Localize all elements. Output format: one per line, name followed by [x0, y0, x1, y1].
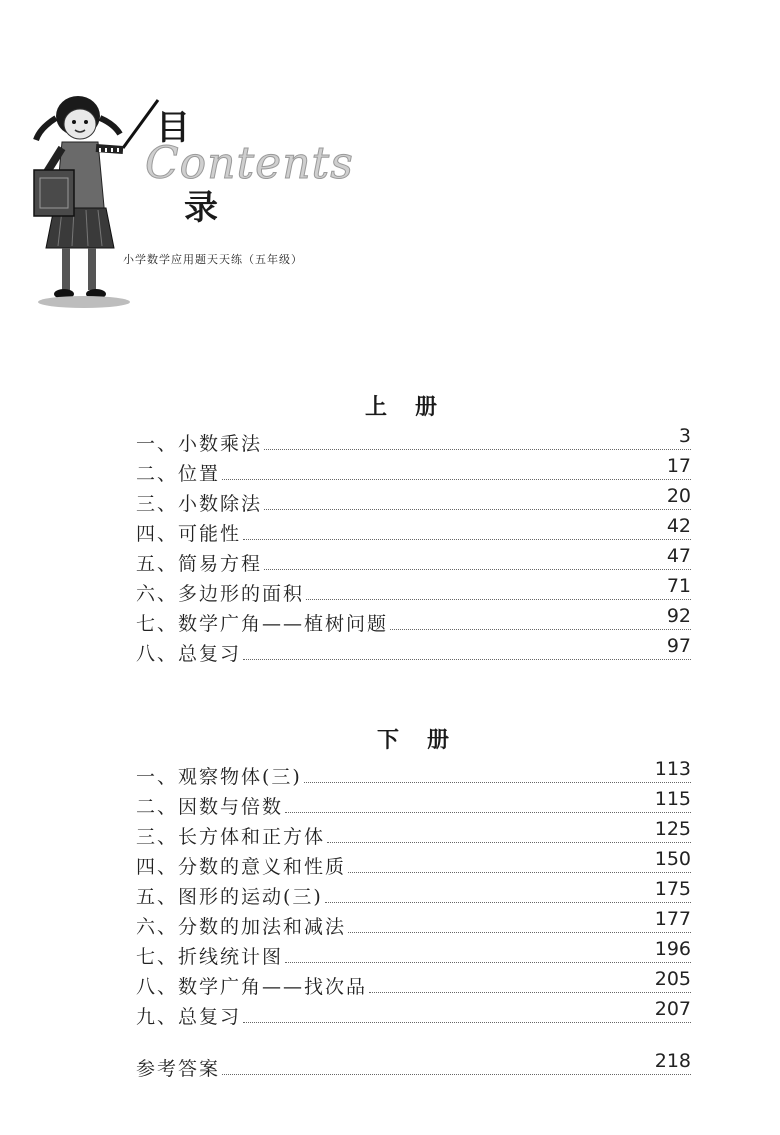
- toc-label: 二、位置: [136, 463, 221, 485]
- toc-label: 八、总复习: [136, 643, 242, 665]
- toc-row[interactable]: [136, 635, 691, 665]
- dot-leader: [306, 598, 691, 600]
- title-char-mu: 目: [156, 108, 190, 148]
- dot-leader: [264, 508, 691, 510]
- toc-row[interactable]: [136, 818, 691, 848]
- toc-row[interactable]: [136, 455, 691, 485]
- toc-label: 一、观察物体(三): [136, 766, 302, 788]
- toc-page-number: 150: [654, 848, 691, 870]
- toc-row[interactable]: [136, 908, 691, 938]
- toc-page-number: 125: [654, 818, 691, 840]
- dot-leader: [285, 811, 691, 813]
- toc-row[interactable]: [136, 758, 691, 788]
- toc-row[interactable]: [136, 515, 691, 545]
- toc-page-number: 17: [666, 455, 691, 477]
- dot-leader: [348, 931, 691, 933]
- dot-leader: [264, 448, 691, 450]
- book-subtitle: 小学数学应用题天天练（五年级）: [123, 253, 303, 266]
- toc-label: 五、简易方程: [136, 553, 263, 575]
- toc-label: 五、图形的运动(三): [136, 886, 323, 908]
- toc-label: 八、数学广角——找次品: [136, 976, 368, 998]
- toc-row[interactable]: [136, 605, 691, 635]
- dot-leader: [327, 841, 691, 843]
- toc-label: 参考答案: [136, 1058, 221, 1080]
- dot-leader: [285, 961, 691, 963]
- toc-page-number: 97: [666, 635, 691, 657]
- title-char-lu: 录: [184, 188, 218, 228]
- dot-leader: [222, 478, 691, 480]
- volume-1-toc: [136, 425, 691, 665]
- toc-row[interactable]: [136, 575, 691, 605]
- toc-page-number: 47: [666, 545, 691, 567]
- contents-decorative-text: Contents: [145, 138, 354, 189]
- toc-row[interactable]: [136, 848, 691, 878]
- toc-label: 四、分数的意义和性质: [136, 856, 347, 878]
- toc-label: 四、可能性: [136, 523, 242, 545]
- toc-row[interactable]: [136, 938, 691, 968]
- toc-page-number: 92: [666, 605, 691, 627]
- toc-label: 七、数学广角——植树问题: [136, 613, 389, 635]
- toc-row[interactable]: [136, 788, 691, 818]
- toc-row[interactable]: [136, 968, 691, 998]
- girl-illustration: [28, 88, 168, 318]
- dot-leader: [348, 871, 691, 873]
- dot-leader: [243, 538, 691, 540]
- dot-leader: [390, 628, 691, 630]
- dot-leader: [243, 1021, 691, 1023]
- dot-leader: [222, 1073, 691, 1075]
- toc-row[interactable]: [136, 425, 691, 455]
- toc-label: 三、小数除法: [136, 493, 263, 515]
- toc-label: 三、长方体和正方体: [136, 826, 326, 848]
- toc-label: 二、因数与倍数: [136, 796, 284, 818]
- answers-toc: [136, 1050, 691, 1080]
- volume-2-toc: [136, 758, 691, 1028]
- toc-label: 一、小数乘法: [136, 433, 263, 455]
- dot-leader: [369, 991, 691, 993]
- toc-page-number: 20: [666, 485, 691, 507]
- dot-leader: [325, 901, 691, 903]
- toc-row-answers[interactable]: [136, 1050, 691, 1080]
- toc-page-number: 71: [666, 575, 691, 597]
- toc-page-number: 205: [654, 968, 691, 990]
- toc-row[interactable]: [136, 998, 691, 1028]
- toc-label: 九、总复习: [136, 1006, 242, 1028]
- toc-page-number: 218: [654, 1050, 691, 1072]
- toc-label: 六、多边形的面积: [136, 583, 305, 605]
- toc-page-number: 196: [654, 938, 691, 960]
- volume-2-title: 下册: [377, 728, 478, 753]
- toc-label: 六、分数的加法和减法: [136, 916, 347, 938]
- toc-label: 七、折线统计图: [136, 946, 284, 968]
- dot-leader: [243, 658, 691, 660]
- toc-row[interactable]: [136, 545, 691, 575]
- toc-page-number: 177: [654, 908, 691, 930]
- toc-page-number: 113: [654, 758, 691, 780]
- volume-1-title: 上册: [365, 395, 466, 420]
- toc-page-number: 3: [678, 425, 691, 447]
- dot-leader: [304, 781, 691, 783]
- toc-page-number: 42: [666, 515, 691, 537]
- toc-row[interactable]: [136, 878, 691, 908]
- dot-leader: [264, 568, 691, 570]
- toc-page-number: 207: [654, 998, 691, 1020]
- toc-page-number: 175: [654, 878, 691, 900]
- toc-page-number: 115: [654, 788, 691, 810]
- toc-row[interactable]: [136, 485, 691, 515]
